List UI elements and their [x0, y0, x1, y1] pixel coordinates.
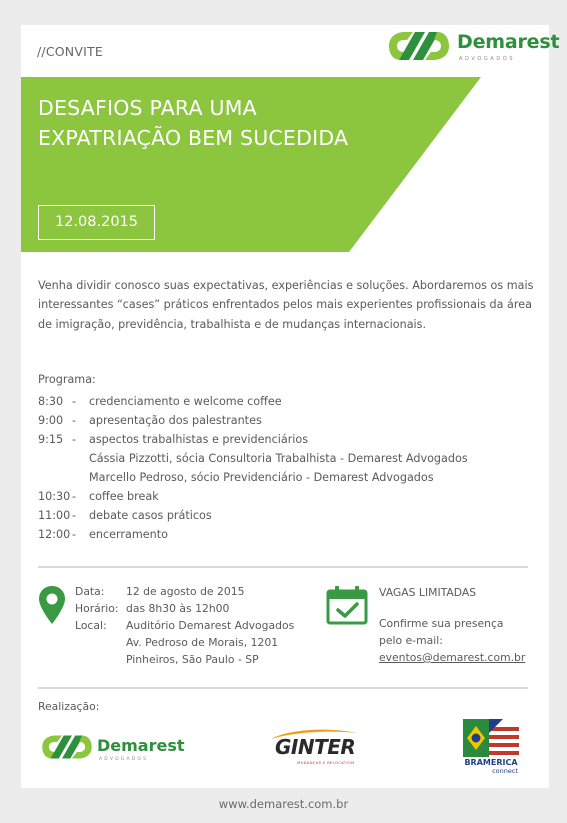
sponsor-ginter-subtitle: MUDANÇAS E RELOCATION — [297, 760, 355, 765]
sponsor-bramerica-text: BRAMERICA — [464, 758, 518, 767]
horario-label: Horário: — [75, 602, 119, 615]
event-title — [38, 93, 348, 153]
demarest-logo-mark-icon — [39, 733, 95, 761]
divider — [38, 566, 528, 568]
data-label: Data: — [75, 585, 105, 598]
programa-dash: - — [72, 528, 77, 541]
programa-time: 8:30 — [38, 395, 64, 408]
rsvp-email-link[interactable]: eventos@demarest.com.br — [379, 651, 526, 664]
programa-speaker-text: Cássia Pizzotti, sócia Consultoria Trabalhista - Demarest Advogados — [89, 452, 468, 465]
rsvp-line-2: pelo e-mail: — [379, 634, 443, 647]
programa-text: encerramento — [89, 528, 168, 541]
calendar-check-icon — [326, 585, 368, 625]
location-pin-icon — [38, 585, 66, 625]
programa-dash: - — [72, 395, 77, 408]
programa-label: Programa: — [38, 373, 96, 386]
sponsor-ginter-logo[interactable] — [269, 727, 359, 765]
programa-time: 9:00 — [38, 414, 64, 427]
sponsor-bramerica-logo[interactable] — [463, 719, 523, 774]
details-labels — [75, 583, 118, 634]
programa-text: credenciamento e welcome coffee — [89, 395, 282, 408]
programa-dash: - — [72, 509, 77, 522]
local-line-2: Av. Pedroso de Morais, 1201 — [126, 636, 279, 649]
demarest-logo[interactable] — [385, 29, 560, 63]
divider — [38, 687, 528, 689]
rsvp-block — [379, 584, 539, 666]
programa-text: aspectos trabalhistas e previdenciários — [89, 433, 309, 446]
local-line-3: Pinheiros, São Paulo - SP — [126, 653, 259, 666]
programa-text: coffee break — [89, 490, 159, 503]
sponsor-demarest-logo[interactable] — [39, 733, 185, 763]
vagas-limitadas-title: VAGAS LIMITADAS — [379, 586, 477, 599]
programa-time: 10:30 — [38, 490, 71, 503]
sponsor-ginter-text: GINTER — [275, 735, 356, 759]
demarest-logo-mark-icon — [385, 29, 453, 63]
programa-dash: - — [72, 433, 77, 446]
rsvp-line-1: Confirme sua presença — [379, 617, 504, 630]
programa-time: 12:00 — [38, 528, 71, 541]
local-label: Local: — [75, 619, 107, 632]
bramerica-flag-icon — [463, 719, 519, 757]
data-value: 12 de agosto de 2015 — [126, 585, 245, 598]
event-title-line-1: DESAFIOS PARA UMA — [38, 96, 257, 120]
programa-dash: - — [72, 490, 77, 503]
event-date-box: 12.08.2015 — [38, 205, 155, 240]
horario-value: das 8h30 às 12h00 — [126, 602, 230, 615]
realizacao-label: Realização: — [38, 700, 100, 713]
sponsor-demarest-text: Demarest — [97, 736, 185, 755]
programa-dash: - — [72, 414, 77, 427]
programa-speaker-text: Marcello Pedroso, sócio Previdenciário - Demarest Advogados — [89, 471, 434, 484]
event-title-line-2: EXPATRIAÇÃO BEM SUCEDIDA — [38, 126, 349, 150]
intro-paragraph: Venha dividir conosco suas expectativas, experiências e soluções. Abordaremos os mais interessantes “cases” práticos enfrentados pelos mais experientes profissionais da área de imigração, previdência, trabalhista e de mudanças internacionais. — [38, 279, 534, 331]
programa-text: debate casos práticos — [89, 509, 212, 522]
convite-tag: //CONVITE — [37, 44, 103, 59]
programa-time: 9:15 — [38, 433, 64, 446]
programa-text: apresentação dos palestrantes — [89, 414, 262, 427]
footer-website[interactable]: www.demarest.com.br — [218, 797, 349, 811]
demarest-logo-subtitle: ADVOGADOS — [459, 56, 516, 62]
programa-time: 11:00 — [38, 509, 71, 522]
demarest-logo-text: Demarest — [457, 31, 560, 53]
sponsor-bramerica-subtitle: connect — [492, 767, 518, 775]
local-line-1: Auditório Demarest Advogados — [126, 619, 295, 632]
sponsor-demarest-subtitle: ADVOGADOS — [99, 757, 149, 762]
details-values — [126, 583, 294, 668]
invitation-card — [21, 25, 560, 788]
